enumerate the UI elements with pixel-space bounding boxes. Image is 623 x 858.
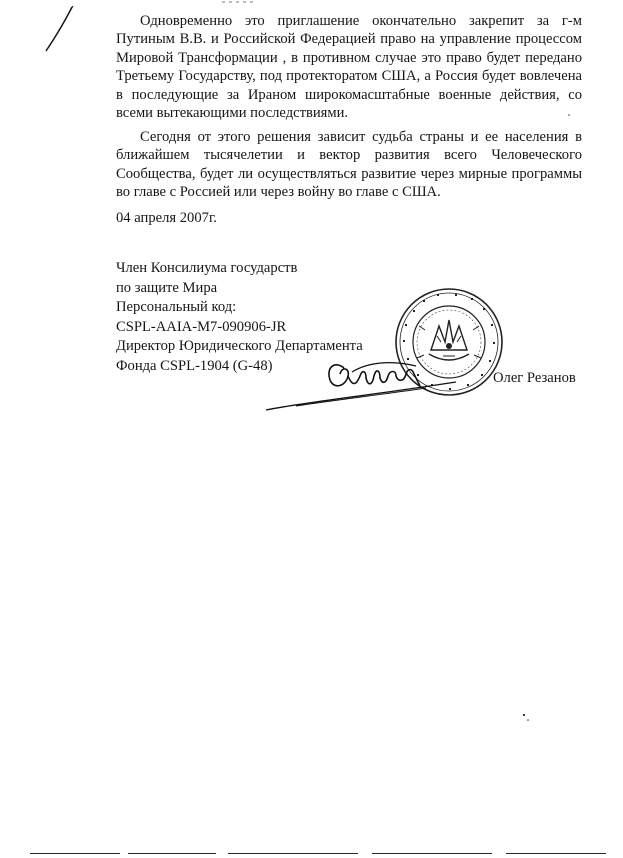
personal-code-value: CSPL-AAIA-M7-090906-JR [116,318,287,335]
paragraph-2 [116,128,582,202]
signatory-title-line-1: Член Консилиума государств [116,260,298,276]
margin-slash-mark [40,5,80,55]
paragraph-1 [116,12,582,122]
handwritten-signature [256,346,456,416]
scan-speck [521,712,533,724]
signer-name: Олег Резанов [493,370,576,386]
bottom-edge-line [372,853,492,854]
scan-speck [566,112,572,118]
bottom-edge-line [128,853,216,854]
bottom-edge-line [506,853,606,854]
foundation-name: Фонда CSPL-1904 (G-48) [116,357,273,374]
signatory-title-line-2: по защите Мира [116,279,218,296]
paragraph-1-text: Одновременно это приглашение окончательно закрепит за г-м Путиным В.В. и Российской Федерацией право на управление процессом Мировой Трансформации , в противном случае это право будет передано Третьему Государству, под протекторатом США, а Россия будет вовлечена в последующие за Ираном широкомасштабные военные действия, со всеми вытекающими последствиями. [116,13,582,122]
paragraph-2-text: Сегодня от этого решения зависит судьба страны и ее населения в ближайшем тысячелетии и вектор развития всего Человеческого Сообщества, будет ли осуществляться развитие через мирные программы во главе с Россией или через войну во главе с США. [116,129,582,201]
document-date: 04 апреля 2007г. [116,210,217,226]
signatory-position: Директор Юридического Департамента [116,338,363,355]
bottom-edge-line [30,853,120,854]
personal-code-label: Персональный код: [116,299,237,316]
bottom-edge-line [228,853,358,854]
top-edge-marks [222,0,262,6]
